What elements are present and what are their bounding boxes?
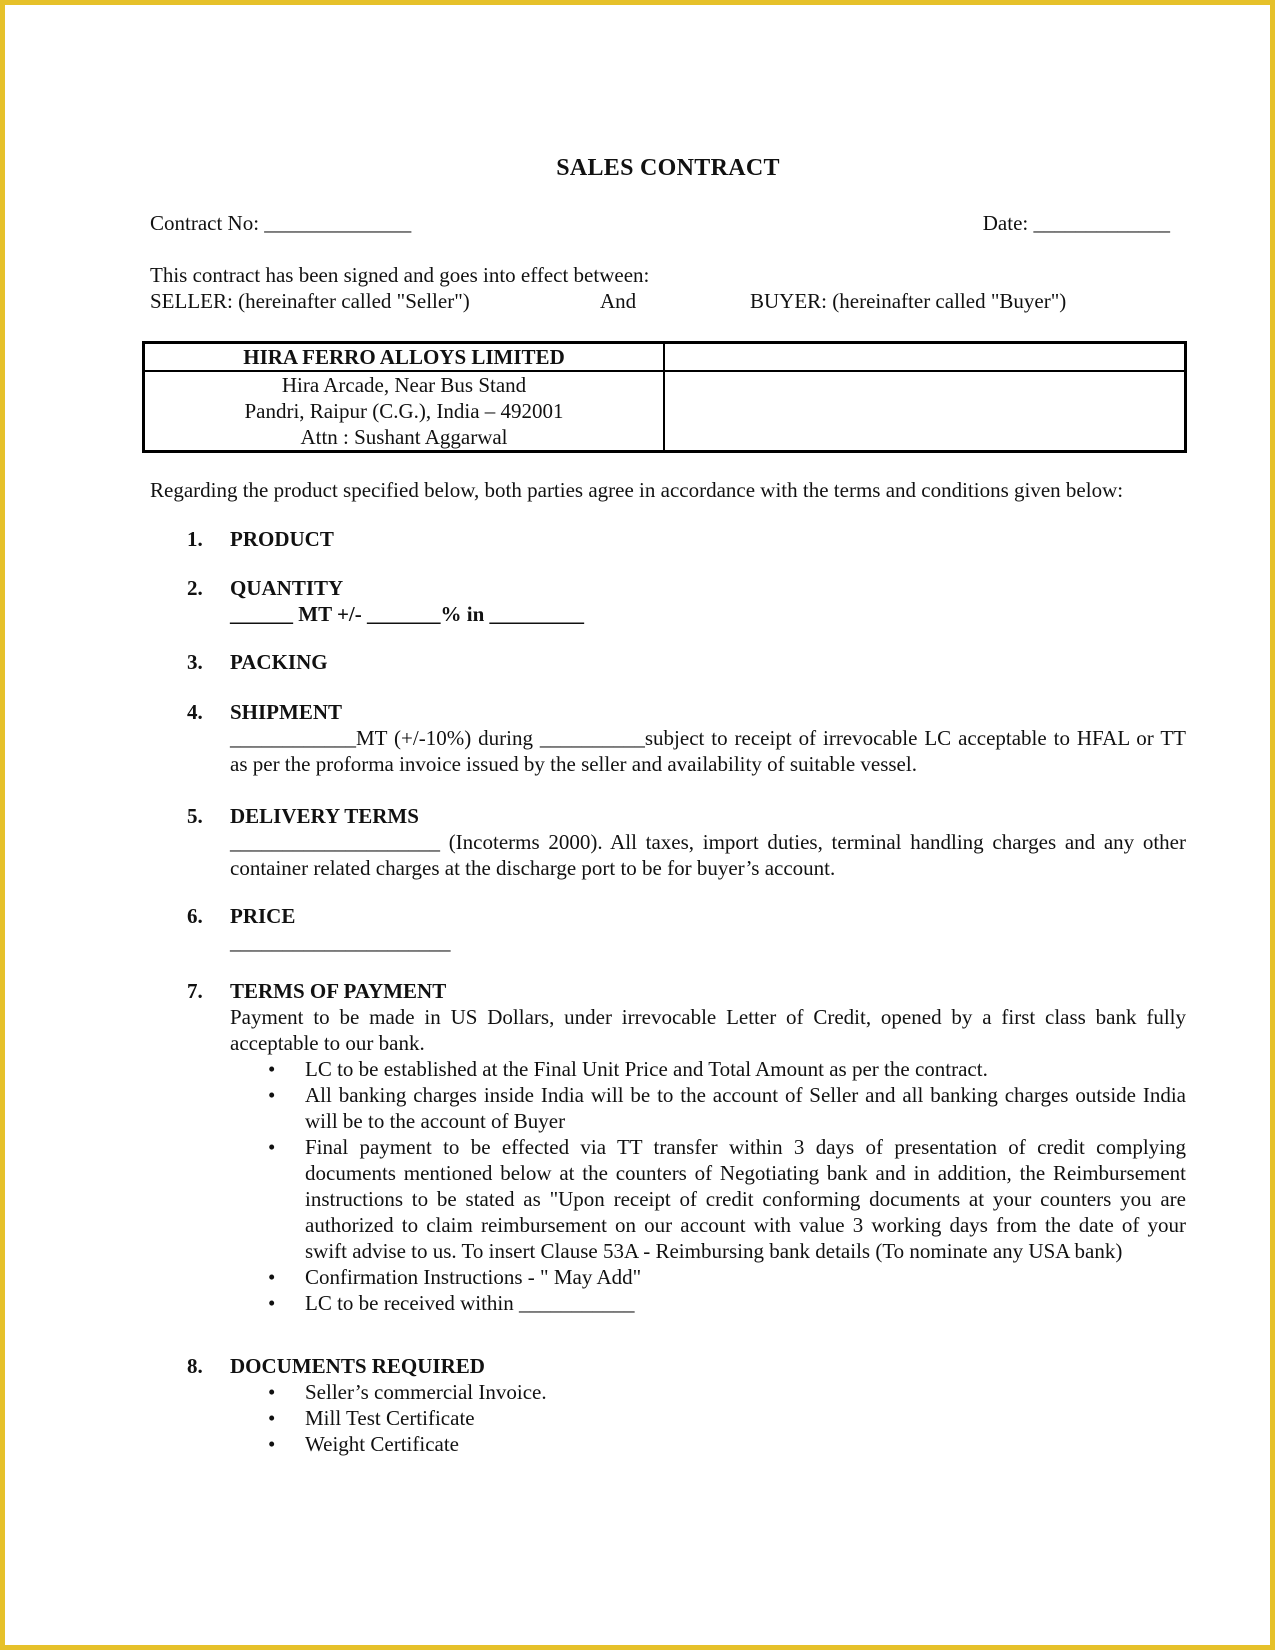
section-product [150,526,1186,552]
section-shipment [150,699,1186,777]
section-heading: PRICE [230,904,296,928]
section-heading: PRODUCT [230,527,334,551]
section-terms-of-payment [150,978,1186,1316]
intro-block [150,262,1186,314]
section-text: ______ MT +/- _______% in _________ [230,602,585,626]
section-heading: QUANTITY [230,576,344,600]
section-quantity [150,575,1186,627]
regarding-paragraph: Regarding the product specified below, both parties agree in accordance with the terms and conditions given below: [150,478,1124,502]
list-item: • LC to be established at the Final Unit Price and Total Amount as per the contract. [230,1056,1186,1082]
seller-label: SELLER: (hereinafter called "Seller") [150,289,470,313]
document-title: SALES CONTRACT [556,155,780,181]
list-item: • Mill Test Certificate [230,1405,1186,1431]
intro-line: This contract has been signed and goes into effect between: [150,263,650,287]
section-text: Payment to be made in US Dollars, under irrevocable Letter of Credit, opened by a first class bank fully acceptable to our bank. [230,1005,1186,1055]
section-heading: DOCUMENTS REQUIRED [230,1354,485,1378]
list-item: • Final payment to be effected via TT transfer within 3 days of presentation of credit complying documents mentioned below at the counters of Negotiating bank and in addition, the Reimbursement instructions to be stated as "Upon receipt of credit conforming documents at your counters you are authorized to claim reimbursement on our account with value 3 working days from the date of your swift advise to us. To insert Clause 53A - Reimbursing bank details (To nominate any USA bank) [230,1134,1186,1264]
contract-no-label: Contract No: ______________ [150,211,412,235]
list-item: • Weight Certificate [230,1431,1186,1457]
section-number: 5. [187,804,203,828]
section-number: 1. [187,527,203,551]
section-number: 4. [187,700,203,724]
and-label: And [600,289,637,313]
section-number: 7. [187,979,203,1003]
section-packing [150,649,1186,675]
list-item: • LC to be received within ___________ [230,1290,1186,1316]
section-delivery-terms [150,803,1186,881]
seller-name-cell: HIRA FERRO ALLOYS LIMITED [144,343,665,372]
seller-attn: Attn : Sushant Aggarwal [300,425,508,449]
contract-header-row [150,210,1170,236]
buyer-name-cell [664,343,1186,372]
payment-bullet-list [230,1056,1186,1316]
list-item: • Confirmation Instructions - " May Add" [230,1264,1186,1290]
list-item: • Seller’s commercial Invoice. [230,1379,1186,1405]
section-number: 3. [187,650,203,674]
buyer-label: BUYER: (hereinafter called "Buyer") [750,289,1067,313]
section-documents-required [150,1353,1186,1457]
section-heading: PACKING [230,650,328,674]
parties-table [142,341,1187,453]
section-heading: TERMS OF PAYMENT [230,979,447,1003]
section-number: 8. [187,1354,203,1378]
section-number: 6. [187,904,203,928]
section-text: ____________________ (Incoterms 2000). All taxes, import duties, terminal handling charges and any other container related charges at the discharge port to be for buyer’s account. [230,830,1186,880]
seller-address-cell [144,371,665,452]
section-heading: DELIVERY TERMS [230,804,419,828]
section-number: 2. [187,576,203,600]
list-item: • All banking charges inside India will be to the account of Seller and all banking charges outside India will be to the account of Buyer [230,1082,1186,1134]
buyer-address-cell [664,371,1186,452]
section-text: ____________MT (+/-10%) during __________subject to receipt of irrevocable LC acceptable to HFAL or TT as per the proforma invoice issued by the seller and availability of suitable vessel. [230,726,1186,776]
section-text: _____________________ [230,930,451,954]
documents-bullet-list [230,1379,1186,1457]
date-label: Date: _____________ [982,211,1170,235]
seller-address-line1: Hira Arcade, Near Bus Stand [281,373,527,397]
section-price [150,903,1186,955]
seller-address-line2: Pandri, Raipur (C.G.), India – 492001 [244,399,564,423]
section-heading: SHIPMENT [230,700,343,724]
parties-line [150,288,1186,314]
